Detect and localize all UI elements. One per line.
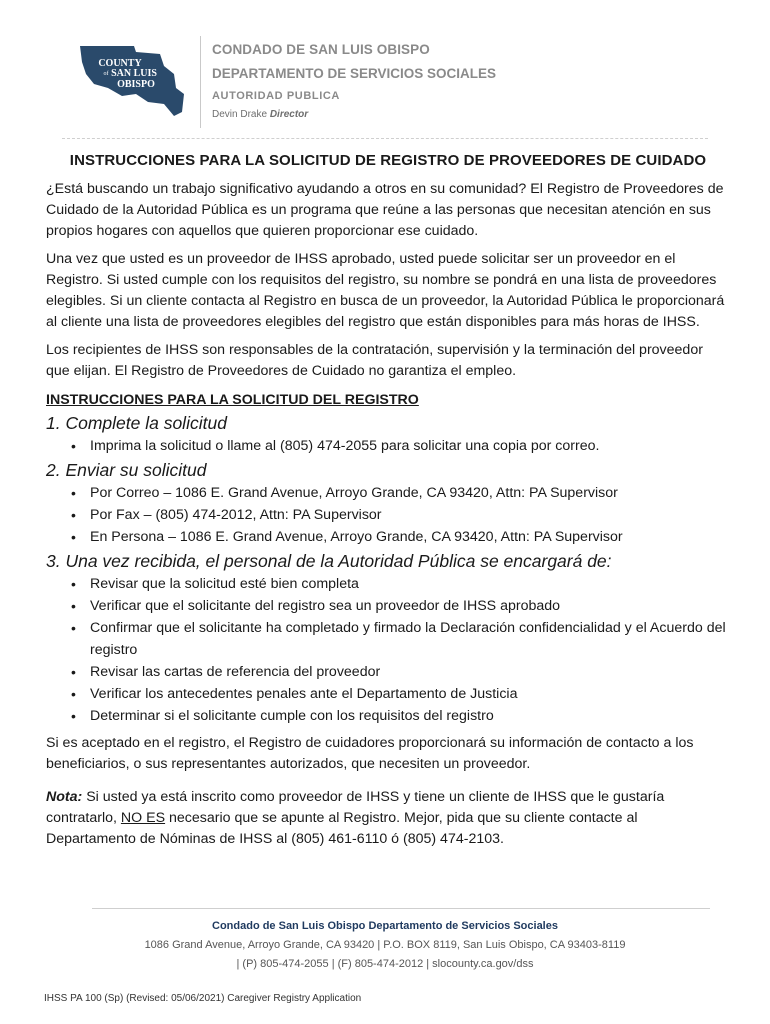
note-label: Nota: bbox=[46, 789, 83, 805]
letterhead bbox=[0, 0, 770, 140]
county-name: CONDADO DE SAN LUIS OBISPO bbox=[212, 42, 430, 57]
intro-paragraph-2: Una vez que usted es un proveedor de IHSS aprobado, usted puede solicitar ser un proveedor en el Registro. Si usted cumple con los requisitos del registro, su nombre se pondrá en una lista de proveedores elegibles. Si un cliente contacta al Registro en busca de un proveedor, la Autoridad Pública le proporcionará al cliente una lista de proveedores elegibles del registro que están disponibles para más horas de IHSS. bbox=[46, 251, 725, 330]
note-emphasis: NO ES bbox=[120, 810, 166, 826]
footer-rule bbox=[92, 908, 710, 909]
list-item: • Por Fax – (805) 474-2012, Attn: PA Supervisor bbox=[90, 504, 730, 526]
intro-paragraph-3: Los recipientes de IHSS son responsables de la contratación, supervisión y la terminación del proveedor que elijan. El Registro de Proveedores de Cuidado no garantiza el empleo. bbox=[46, 342, 703, 379]
list-item: • Confirmar que el solicitante ha completado y firmado la Declaración confidencialidad y el Acuerdo del registro bbox=[90, 617, 730, 661]
step-1-heading: 1. Complete la solicitud bbox=[46, 413, 227, 433]
list-item: • Determinar si el solicitante cumple con los requisitos del registro bbox=[90, 705, 730, 727]
note-text-2: necesario que se apunte al Registro. Mejor, pida que su cliente contacte al Departamento de Nóminas de IHSS al (805) 461-6110 ó (805) 474-2103. bbox=[46, 810, 638, 847]
note-paragraph bbox=[46, 787, 730, 850]
director-name: Devin Drake bbox=[212, 109, 268, 120]
step-3-list bbox=[46, 573, 730, 727]
step-2-list bbox=[46, 482, 730, 548]
footer-address: 1086 Grand Avenue, Arroyo Grande, CA 93420 | P.O. BOX 8119, San Luis Obispo, CA 93403-8119 bbox=[144, 939, 626, 951]
logo-line-of: of bbox=[103, 71, 109, 77]
step-1-list bbox=[46, 435, 730, 457]
list-item: • Por Correo – 1086 E. Grand Avenue, Arroyo Grande, CA 93420, Attn: PA Supervisor bbox=[90, 482, 730, 504]
step-3-heading: 3. Una vez recibida, el personal de la Autoridad Pública se encargará de: bbox=[46, 551, 612, 571]
closing-paragraph: Si es aceptado en el registro, el Registro de cuidadores proporcionará su información de contacto a los beneficiarios, o sus representantes autorizados, que necesiten un proveedor. bbox=[46, 735, 694, 772]
step-2-heading: 2. Enviar su solicitud bbox=[46, 460, 207, 480]
list-item: • Revisar que la solicitud esté bien completa bbox=[90, 573, 730, 595]
authority-name: AUTORIDAD PUBLICA bbox=[212, 90, 340, 102]
director-title: Director bbox=[269, 109, 309, 120]
list-item: • Verificar que el solicitante del registro sea un proveedor de IHSS aprobado bbox=[90, 595, 730, 617]
list-item: • Imprima la solicitud o llame al (805) 474-2055 para solicitar una copia por correo. bbox=[90, 435, 730, 457]
director-line bbox=[212, 109, 308, 120]
footer-org: Condado de San Luis Obispo Departamento de Servicios Sociales bbox=[212, 920, 558, 932]
header-divider bbox=[200, 36, 201, 128]
logo-line-san-luis: SAN LUIS bbox=[111, 68, 157, 79]
form-id: IHSS PA 100 (Sp) (Revised: 05/06/2021) Caregiver Registry Application bbox=[44, 993, 362, 1004]
county-logo bbox=[76, 44, 188, 118]
list-item: • Verificar los antecedentes penales ante el Departamento de Justicia bbox=[90, 683, 730, 705]
document-body bbox=[46, 152, 730, 857]
section-heading: INSTRUCCIONES PARA LA SOLICITUD DEL REGISTRO bbox=[46, 392, 419, 408]
logo-line-county: COUNTY bbox=[98, 58, 142, 69]
logo-line-obispo: OBISPO bbox=[117, 79, 155, 90]
department-name: DEPARTAMENTO DE SERVICIOS SOCIALES bbox=[212, 66, 497, 81]
list-item: • Revisar las cartas de referencia del proveedor bbox=[90, 661, 730, 683]
intro-paragraph-1: ¿Está buscando un trabajo significativo ayudando a otros en su comunidad? El Registro de Proveedores de Cuidado de la Autoridad Pública es un programa que reúne a las personas que necesitan atención en sus propios hogares con aquellos que quieren proporcionar ese cuidado. bbox=[46, 181, 724, 239]
note-text-1: Si usted ya está inscrito como proveedor de IHSS y tiene un cliente de IHSS que le gustaría contratarlo, bbox=[46, 789, 665, 826]
header-rule bbox=[62, 138, 708, 139]
document-title: INSTRUCCIONES PARA LA SOLICITUD DE REGISTRO DE PROVEEDORES DE CUIDADO bbox=[69, 152, 707, 169]
list-item: • En Persona – 1086 E. Grand Avenue, Arroyo Grande, CA 93420, Attn: PA Supervisor bbox=[90, 526, 730, 548]
footer-contact: | (P) 805-474-2055 | (F) 805-474-2012 | slocounty.ca.gov/dss bbox=[236, 958, 534, 970]
